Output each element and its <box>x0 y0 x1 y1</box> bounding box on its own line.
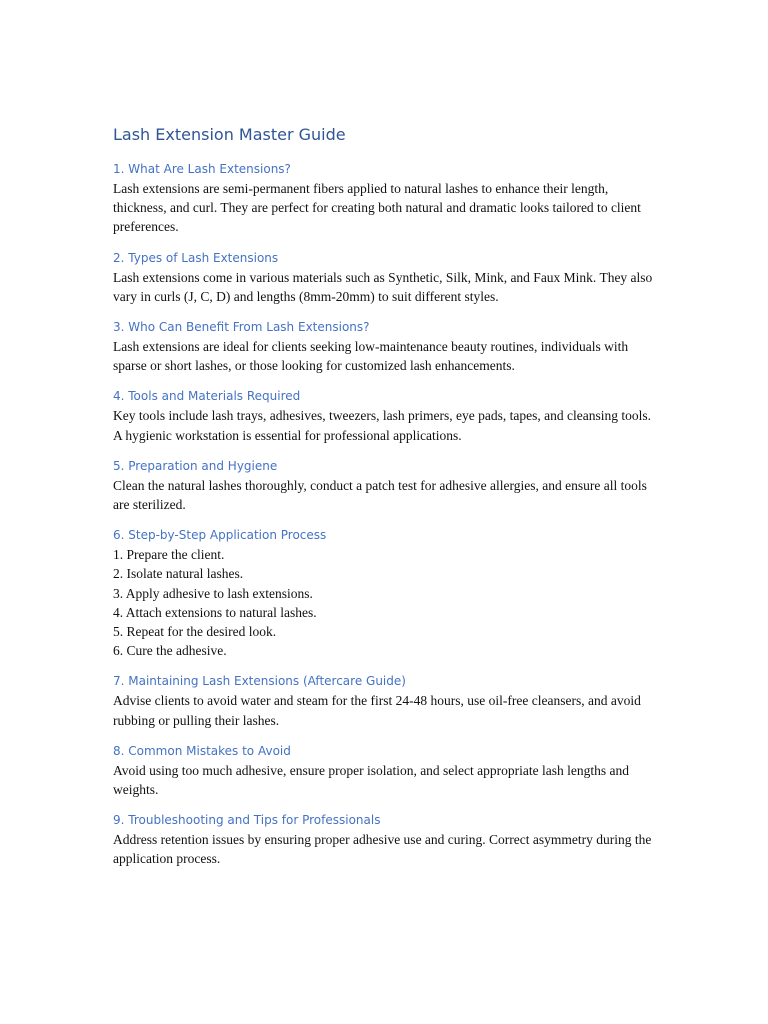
section-paragraph: Lash extensions are semi-permanent fibers applied to natural lashes to enhance their length, thickness, and curl. They are perfect for creating both natural and dramatic looks tailored to client preferences. <box>113 181 641 235</box>
section-types-of-lash-extensions <box>113 249 658 306</box>
section-common-mistakes <box>113 742 658 799</box>
section-heading: 2. Types of Lash Extensions <box>113 250 279 265</box>
section-heading: 9. Troubleshooting and Tips for Professionals <box>113 813 381 828</box>
section-paragraph: Lash extensions come in various materials such as Synthetic, Silk, Mink, and Faux Mink. They also vary in curls (J, C, D) and lengths (8mm-20mm) to suit different styles. <box>113 269 653 304</box>
section-paragraph: Address retention issues by ensuring proper adhesive use and curing. Correct asymmetry during the application process. <box>113 832 652 867</box>
step-item: 3. Apply adhesive to lash extensions. <box>113 585 313 601</box>
section-preparation-and-hygiene <box>113 457 658 514</box>
step-item: 4. Attach extensions to natural lashes. <box>113 604 317 620</box>
section-heading: 3. Who Can Benefit From Lash Extensions? <box>113 320 370 335</box>
step-item: 2. Isolate natural lashes. <box>113 566 244 582</box>
section-paragraph: Clean the natural lashes thoroughly, conduct a patch test for adhesive allergies, and ensure all tools are sterilized. <box>113 477 647 513</box>
section-heading: 8. Common Mistakes to Avoid <box>113 743 291 758</box>
section-what-are-lash-extensions <box>113 160 658 237</box>
step-item: 6. Cure the adhesive. <box>113 643 227 659</box>
step-item: 1. Prepare the client. <box>113 547 225 563</box>
section-who-can-benefit <box>113 318 658 375</box>
step-item: 5. Repeat for the desired look. <box>113 624 277 640</box>
section-troubleshooting <box>113 811 658 868</box>
document-content <box>113 124 658 881</box>
section-paragraph: Key tools include lash trays, adhesives, tweezers, lash primers, eye pads, tapes, and cleansing tools. A hygienic workstation is essential for professional applications. <box>113 408 651 443</box>
section-aftercare-guide <box>113 672 658 729</box>
section-heading: 7. Maintaining Lash Extensions (Aftercare Guide) <box>113 674 406 689</box>
section-tools-and-materials <box>113 387 658 444</box>
step-list <box>113 545 658 660</box>
section-heading: 4. Tools and Materials Required <box>113 389 301 404</box>
section-application-process <box>113 526 658 660</box>
section-heading: 5. Preparation and Hygiene <box>113 458 278 473</box>
section-paragraph: Advise clients to avoid water and steam for the first 24-48 hours, use oil-free cleansers, and avoid rubbing or pulling their lashes. <box>113 693 641 728</box>
section-paragraph: Avoid using too much adhesive, ensure proper isolation, and select appropriate lash lengths and weights. <box>113 762 629 798</box>
document-title: Lash Extension Master Guide <box>113 125 346 144</box>
section-heading: 1. What Are Lash Extensions? <box>113 162 291 176</box>
section-paragraph: Lash extensions are ideal for clients seeking low-maintenance beauty routines, individuals with sparse or short lashes, or those looking for customized lash enhancements. <box>113 339 629 374</box>
section-heading: 6. Step-by-Step Application Process <box>113 528 327 543</box>
